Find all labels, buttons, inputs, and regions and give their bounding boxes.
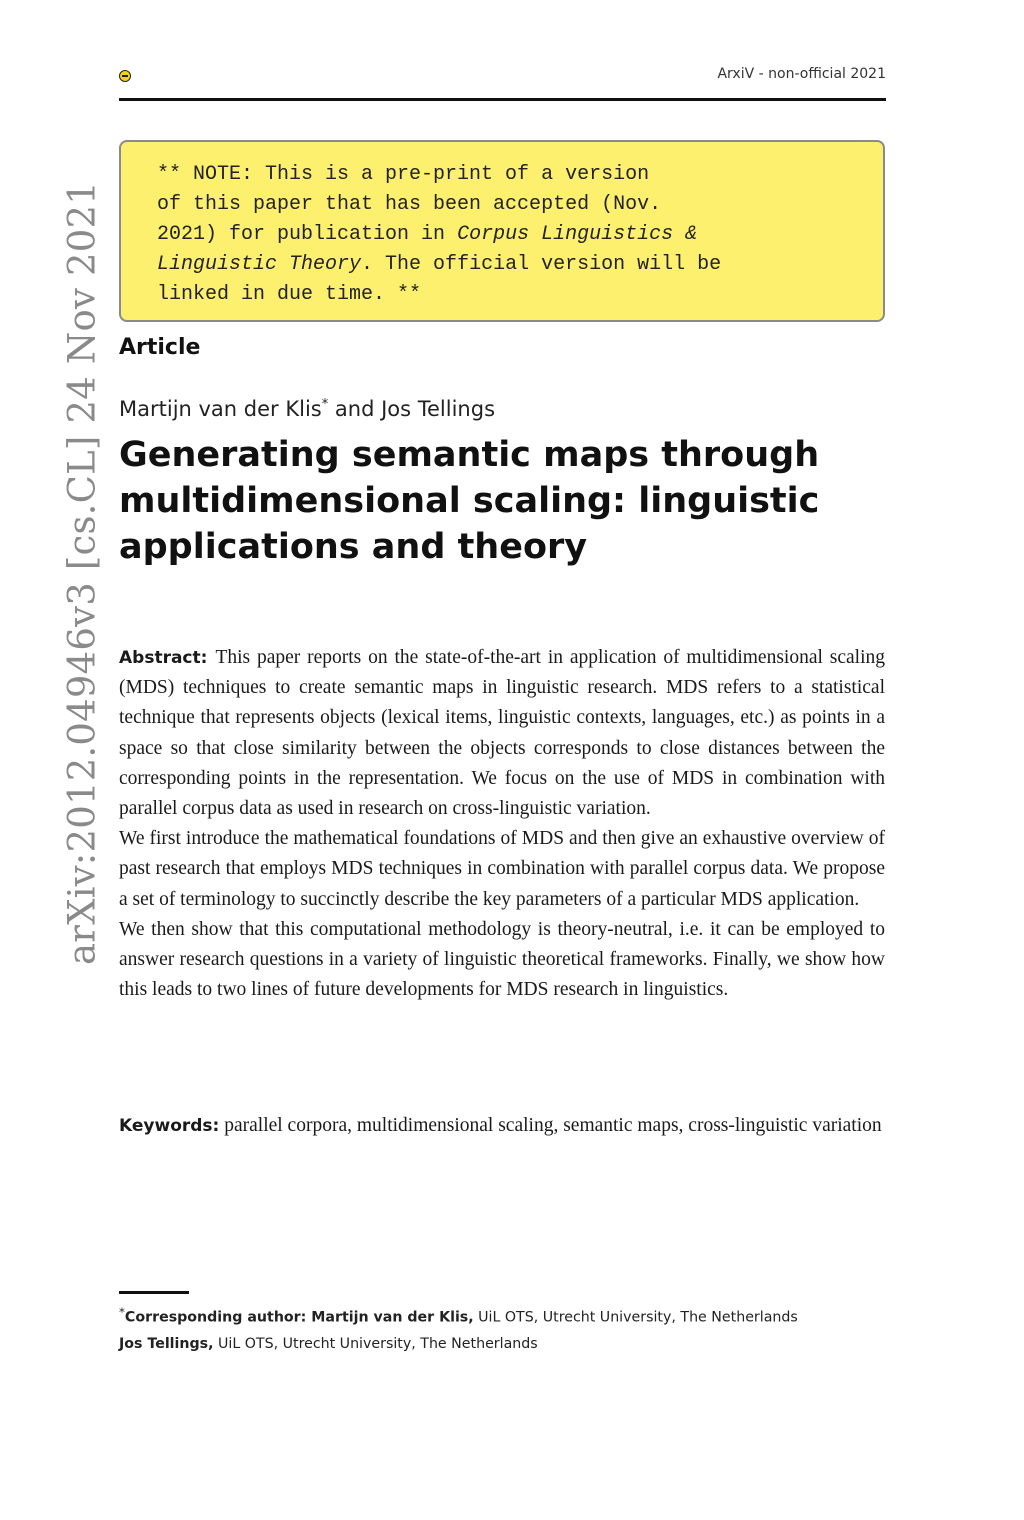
keywords-text: parallel corpora, multidimensional scaling, semantic maps, cross-linguistic variation: [224, 1115, 882, 1136]
arxiv-side-identifier: arXiv:2012.04946v3 [cs.CL] 24 Nov 2021: [60, 180, 104, 966]
running-header: [119, 62, 886, 101]
note-line: 2021) for publication in Corpus Linguistics &: [157, 223, 698, 246]
note-line: linked in due time. **: [157, 283, 422, 306]
keywords: [119, 1111, 894, 1141]
title-line: Generating semantic maps through: [119, 435, 820, 475]
abstract-paragraph: We first introduce the mathematical foundations of MDS and then give an exhaustive overview of past research that employs MDS techniques in combination with parallel corpus data. We propose a set of terminology to succinctly describe the key parameters of a particular MDS application.: [119, 828, 885, 910]
footnote-rule: [119, 1291, 189, 1294]
corresponding-marker: *: [321, 397, 329, 412]
article-type-label: Article: [119, 335, 201, 360]
preprint-note-box: [119, 140, 885, 322]
footnote-line: *Corresponding author: Martijn van der Klis, UiL OTS, Utrecht University, The Netherlands: [119, 1305, 798, 1326]
journal-name: Corpus Linguistics &: [457, 223, 698, 246]
abstract-paragraph: Abstract: This paper reports on the state-of-the-art in application of multidimensional scaling (MDS) techniques to create semantic maps in linguistic research. MDS refers to a statistical technique that represents objects (lexical items, linguistic contexts, languages, etc.) as points in a space so that close similarity between the objects corresponds to close distances between the corresponding points in the representation. We focus on the use of MDS in combination with parallel corpus data as used in research on cross-linguistic variation.: [119, 647, 885, 820]
title-line: applications and theory: [119, 527, 588, 567]
author-name: and Jos Tellings: [328, 397, 496, 421]
abstract-paragraph: We then show that this computational methodology is theory-neutral, i.e. it can be employed to answer research questions in a variety of linguistic theoretical frameworks. Finally, we show how this leads to two lines of future developments for MDS research in linguistics.: [119, 918, 885, 1001]
journal-name: Linguistic Theory: [157, 253, 362, 276]
note-line: Linguistic Theory. The official version will be: [157, 253, 722, 276]
author-name: Martijn van der Klis: [119, 397, 322, 421]
footnote-line: Jos Tellings, UiL OTS, Utrecht University, The Netherlands: [119, 1335, 538, 1352]
author-list: [119, 397, 495, 421]
keywords-label: Keywords:: [119, 1116, 220, 1136]
abstract-label: Abstract:: [119, 648, 208, 668]
note-line: of this paper that has been accepted (Nov.: [157, 193, 662, 216]
note-line: ** NOTE: This is a pre-print of a version: [157, 163, 650, 186]
paper-title: [119, 432, 899, 570]
header-journal-text: ArxiV - non-official 2021: [717, 66, 886, 82]
title-line: multidimensional scaling: linguistic: [119, 481, 820, 521]
author-footnote: [119, 1299, 899, 1357]
abstract: [119, 643, 885, 1005]
journal-logo-icon: [119, 70, 131, 82]
